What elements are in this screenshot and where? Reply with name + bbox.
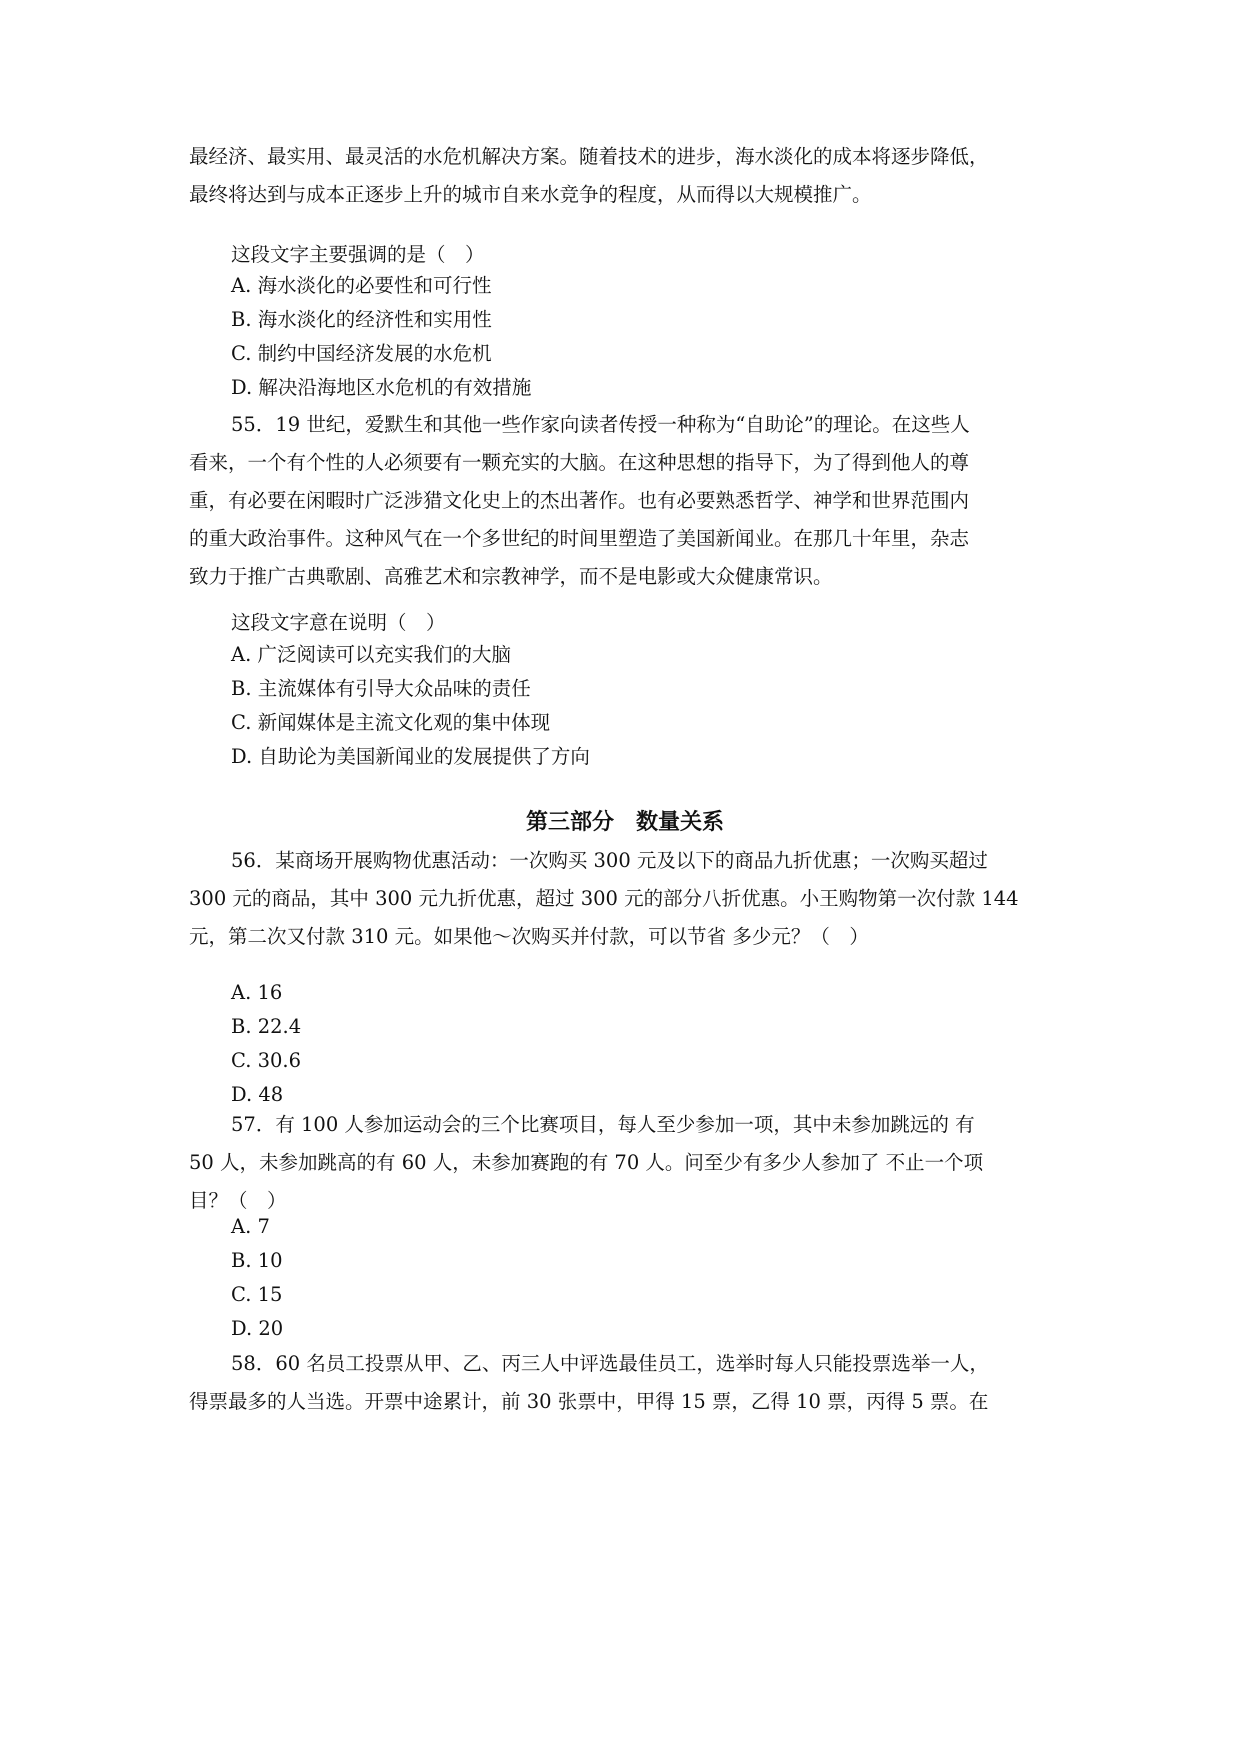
option-c: C. 制约中国经济发展的水危机 — [231, 342, 492, 365]
passage-line: 最经济、最实用、最灵活的水危机解决方案。随着技术的进步，海水淡化的成本将逐步降低， — [189, 145, 989, 168]
q55-stem: 这段文字意在说明（ ） — [231, 611, 446, 634]
question-line: 元，第二次又付款 310 元。如果他～次购买并付款，可以节省 多少元？（ ） — [189, 925, 869, 948]
passage-line: 致力于推广古典歌剧、高雅艺术和宗教神学，而不是电影或大众健康常识。 — [189, 565, 833, 588]
option-a: A. 广泛阅读可以充实我们的大脑 — [231, 643, 511, 666]
q56-question — [189, 842, 1061, 956]
option-c: C. 30.6 — [231, 1049, 302, 1072]
option-b: B. 22.4 — [231, 1015, 302, 1038]
question-line: 56．某商场开展购物优惠活动：一次购买 300 元及以下的商品九折优惠；一次购买超过 — [231, 849, 988, 872]
section-title: 第三部分 数量关系 — [525, 810, 724, 835]
passage-line: 看来，一个有个性的人必须要有一颗充实的大脑。在这种思想的指导下，为了得到他人的尊 — [189, 451, 970, 474]
option-d: D. 解决沿海地区水危机的有效措施 — [231, 376, 532, 399]
option-c: C. 新闻媒体是主流文化观的集中体现 — [231, 711, 551, 734]
option-a: A. 16 — [231, 981, 283, 1004]
option-b: B. 主流媒体有引导大众品味的责任 — [231, 677, 531, 700]
q54-options — [231, 269, 1061, 405]
option-d: D. 48 — [231, 1083, 284, 1106]
option-b: B. 海水淡化的经济性和实用性 — [231, 308, 492, 331]
option-a: A. 7 — [231, 1215, 270, 1238]
passage-line: 重，有必要在闲暇时广泛涉猎文化史上的杰出著作。也有必要熟悉哲学、神学和世界范围内 — [189, 489, 970, 512]
passage-line: 55．19 世纪，爱默生和其他一些作家向读者传授一种称为“自助论”的理论。在这些人 — [231, 413, 970, 436]
question-line: 50 人，未参加跳高的有 60 人，未参加赛跑的有 70 人。问至少有多少人参加了 不止一个项 — [189, 1151, 984, 1174]
question-line: 58．60 名员工投票从甲、乙、丙三人中评选最佳员工，选举时每人只能投票选举一人， — [231, 1352, 989, 1375]
q55-options — [231, 638, 1061, 774]
q56-options — [231, 976, 1061, 1112]
question-line: 得票最多的人当选。开票中途累计，前 30 张票中，甲得 15 票，乙得 10 票，丙得 5 票。在 — [189, 1390, 989, 1413]
q54-passage-tail — [189, 138, 1061, 214]
q54-stem: 这段文字主要强调的是（ ） — [231, 243, 485, 266]
q57-question — [189, 1106, 1061, 1220]
q55-passage — [189, 406, 1061, 596]
option-c: C. 15 — [231, 1283, 283, 1306]
question-line: 300 元的商品，其中 300 元九折优惠，超过 300 元的部分八折优惠。小王购物第一次付款 144 — [189, 887, 1019, 910]
question-line: 目？（ ） — [189, 1189, 287, 1212]
q58-question — [189, 1345, 1061, 1421]
passage-line: 的重大政治事件。这种风气在一个多世纪的时间里塑造了美国新闻业。在那几十年里，杂志 — [189, 527, 970, 550]
option-d: D. 自助论为美国新闻业的发展提供了方向 — [231, 745, 590, 768]
question-line: 57．有 100 人参加运动会的三个比赛项目，每人至少参加一项，其中未参加跳远的 有 — [231, 1113, 975, 1136]
option-d: D. 20 — [231, 1317, 284, 1340]
option-b: B. 10 — [231, 1249, 283, 1272]
q57-options — [231, 1210, 1061, 1346]
passage-line: 最终将达到与成本正逐步上升的城市自来水竞争的程度，从而得以大规模推广。 — [189, 183, 872, 206]
option-a: A. 海水淡化的必要性和可行性 — [231, 274, 492, 297]
